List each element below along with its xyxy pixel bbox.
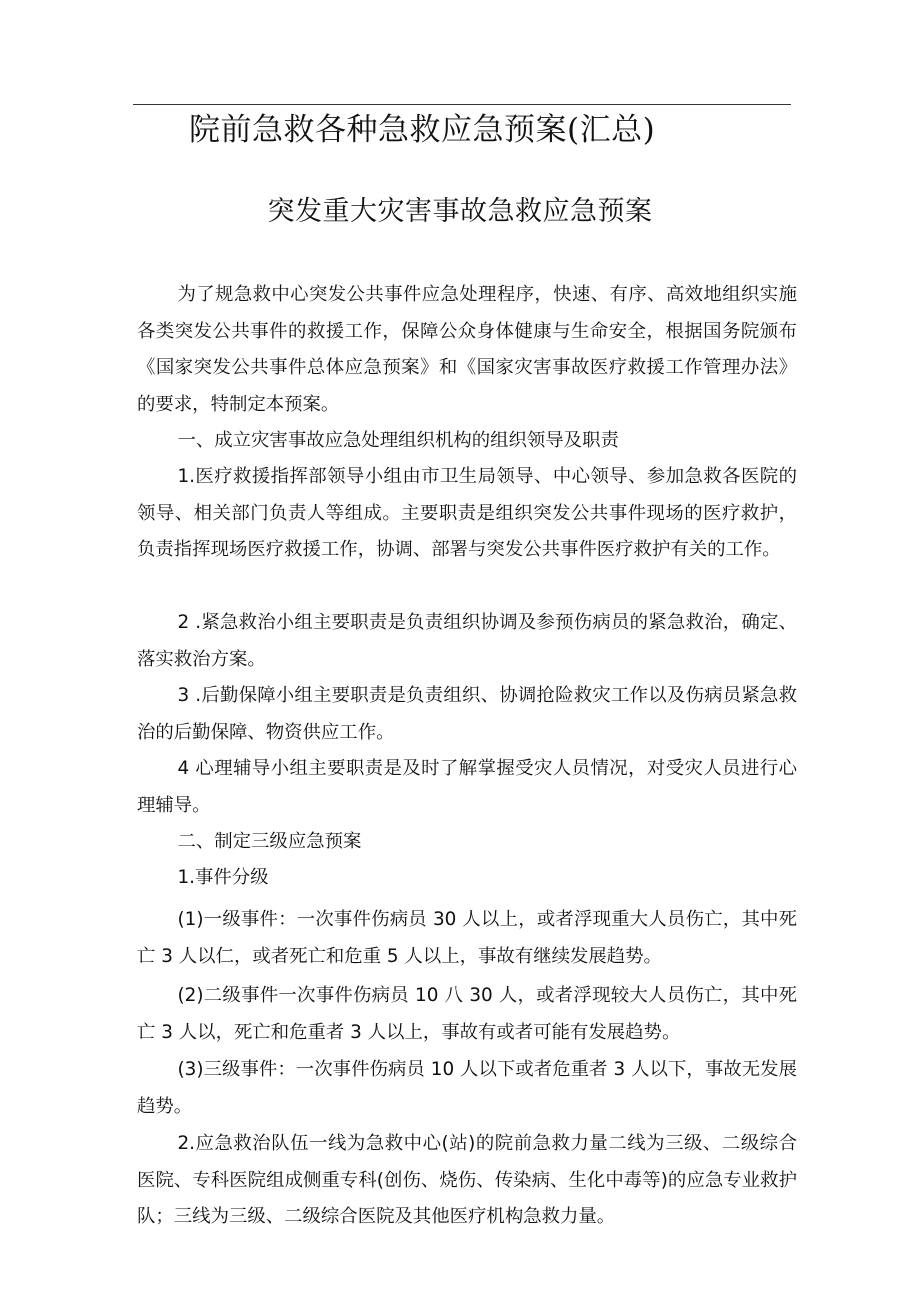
paragraph-level-two: (2)二级事件一次事件伤病员 10 八 30 人，或者浮现较大人员伤亡，其中死亡 3 人以，死亡和危重者 3 人以上，事故有或者可能有发展趋势。 xyxy=(137,985,797,1043)
header-rule xyxy=(133,104,791,105)
document-title: 院前急救各种急救应急预案(汇总) xyxy=(189,112,656,148)
paragraph-logistics-group: 3 .后勤保障小组主要职责是负责组织、协调抢险救灾工作以及伤病员紧急救治的后勤保障、物资供应工作。 xyxy=(137,685,797,743)
paragraph-rescue-teams: 2.应急救治队伍一线为急救中心(站)的院前急救力量二线为三级、二级综合医院、专科医院组成侧重专科(创伤、烧伤、传染病、生化中毒等)的应急专业救护队；三线为三级、二级综合医院及其他医疗机构急救力量。 xyxy=(137,1133,797,1227)
paragraph-level-three: (3)三级事件：一次事件伤病员 10 人以下或者危重者 3 人以下，事故无发展趋势。 xyxy=(137,1059,797,1117)
paragraph-command-group: 1.医疗救援指挥部领导小组由市卫生局领导、中心领导、参加急救各医院的领导、相关部门负责人等组成。主要职责是组织突发公共事件现场的医疗救护，负责指挥现场医疗救援工作，协调、部署与突发公共事件医疗救护有关的工作。 xyxy=(137,466,797,560)
section-title: 突发重大灾害事故急救应急预案 xyxy=(267,196,653,227)
paragraph-level-one: (1)一级事件：一次事件伤病员 30 人以上，或者浮现重大人员伤亡，其中死亡 3 人以仁，或者死亡和危重 5 人以上，事故有继续发展趋势。 xyxy=(137,909,797,967)
paragraph-treatment-group: 2 .紧急救治小组主要职责是负责组织协调及参预伤病员的紧急救治，确定、落实救治方案。 xyxy=(137,612,797,670)
intro-paragraph: 为了规急救中心突发公共事件应急处理程序，快速、有序、高效地组织实施各类突发公共事件的救援工作，保障公众身体健康与生命安全，根据国务院颁布《国家突发公共事件总体应急预案》和《国家灾害事故医疗救援工作管理办法》的要求，特制定本预案。 xyxy=(137,284,797,415)
heading-organization: 一、成立灾害事故应急处理组织机构的组织领导及职责 xyxy=(177,430,619,451)
paragraph-psychology-group: 4 心理辅导小组主要职责是及时了解掌握受灾人员情况，对受灾人员进行心理辅导。 xyxy=(137,758,797,816)
heading-event-grading: 1.事件分级 xyxy=(177,867,269,888)
heading-three-level-plan: 二、制定三级应急预案 xyxy=(177,831,362,852)
